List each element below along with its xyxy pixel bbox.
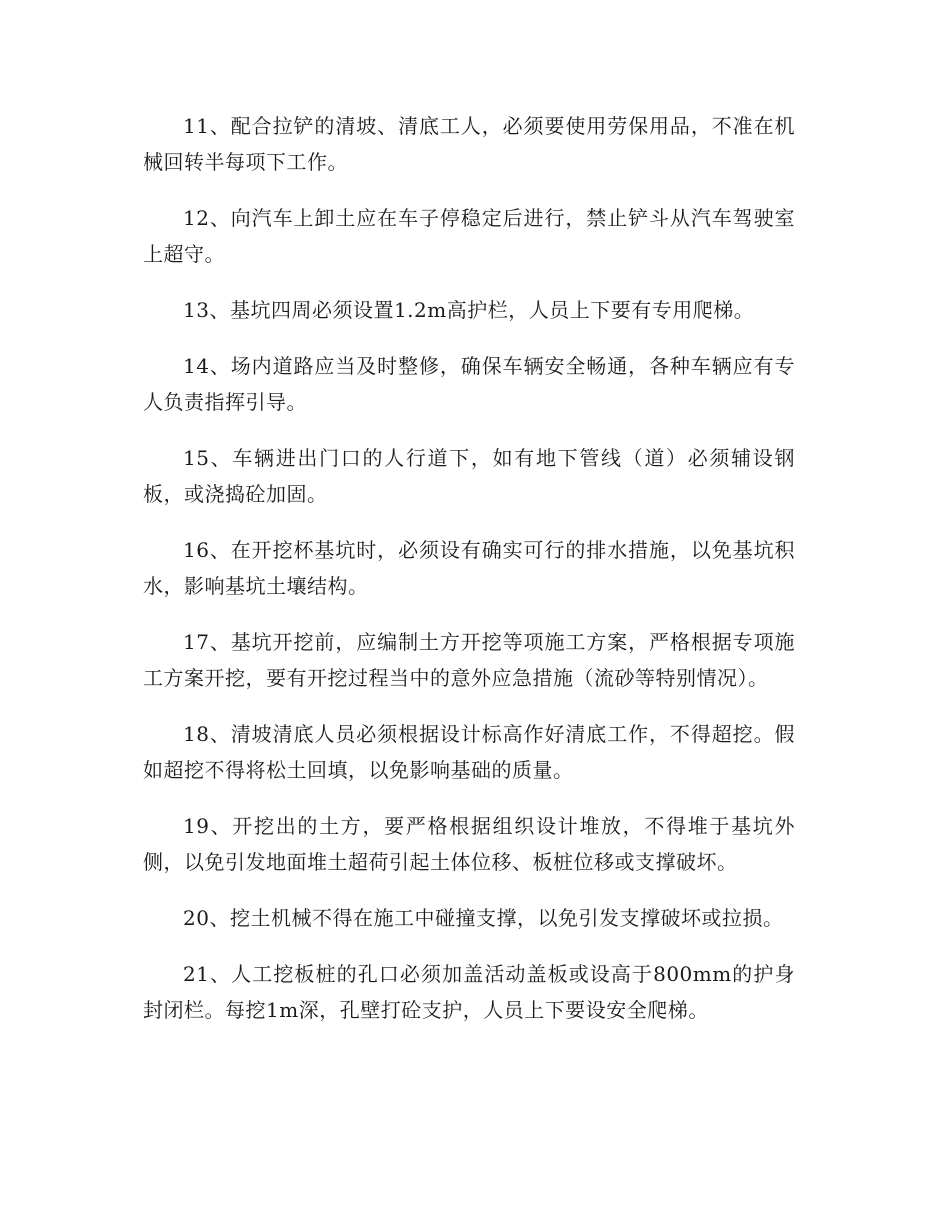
paragraph-17: 17、基坑开挖前，应编制土方开挖等项施工方案，严格根据专项施工方案开挖，要有开挖过程当中的意外应急措施（流砂等特别情况）。 bbox=[143, 630, 795, 690]
paragraph-19: 19、开挖出的土方，要严格根据组织设计堆放，不得堆于基坑外侧，以免引发地面堆土超荷引起土体位移、板桩位移或支撑破坏。 bbox=[143, 814, 795, 874]
paragraph-15: 15、车辆进出门口的人行道下，如有地下管线（道）必须辅设钢板，或浇捣砼加固。 bbox=[143, 446, 795, 506]
paragraph-11: 11、配合拉铲的清坡、清底工人，必须要使用劳保用品，不准在机械回转半每项下工作。 bbox=[143, 114, 795, 174]
paragraph-14: 14、场内道路应当及时整修，确保车辆安全畅通，各种车辆应有专人负责指挥引导。 bbox=[143, 354, 795, 414]
document-body bbox=[143, 108, 795, 1048]
paragraph-18: 18、清坡清底人员必须根据设计标高作好清底工作，不得超挖。假如超挖不得将松土回填，以免影响基础的质量。 bbox=[143, 722, 795, 782]
paragraph-13: 13、基坑四周必须设置1.2m高护栏，人员上下要有专用爬梯。 bbox=[183, 298, 755, 322]
paragraph-20: 20、挖土机械不得在施工中碰撞支撑，以免引发支撑破坏或拉损。 bbox=[183, 906, 784, 930]
paragraph-16: 16、在开挖杯基坑时，必须设有确实可行的排水措施，以免基坑积水，影响基坑土壤结构。 bbox=[143, 538, 795, 598]
paragraph-21: 21、人工挖板桩的孔口必须加盖活动盖板或设高于800mm的护身封闭栏。每挖1m深，孔壁打砼支护，人员上下要设安全爬梯。 bbox=[143, 962, 795, 1022]
paragraph-12: 12、向汽车上卸土应在车子停稳定后进行，禁止铲斗从汽车驾驶室上超守。 bbox=[143, 206, 795, 266]
